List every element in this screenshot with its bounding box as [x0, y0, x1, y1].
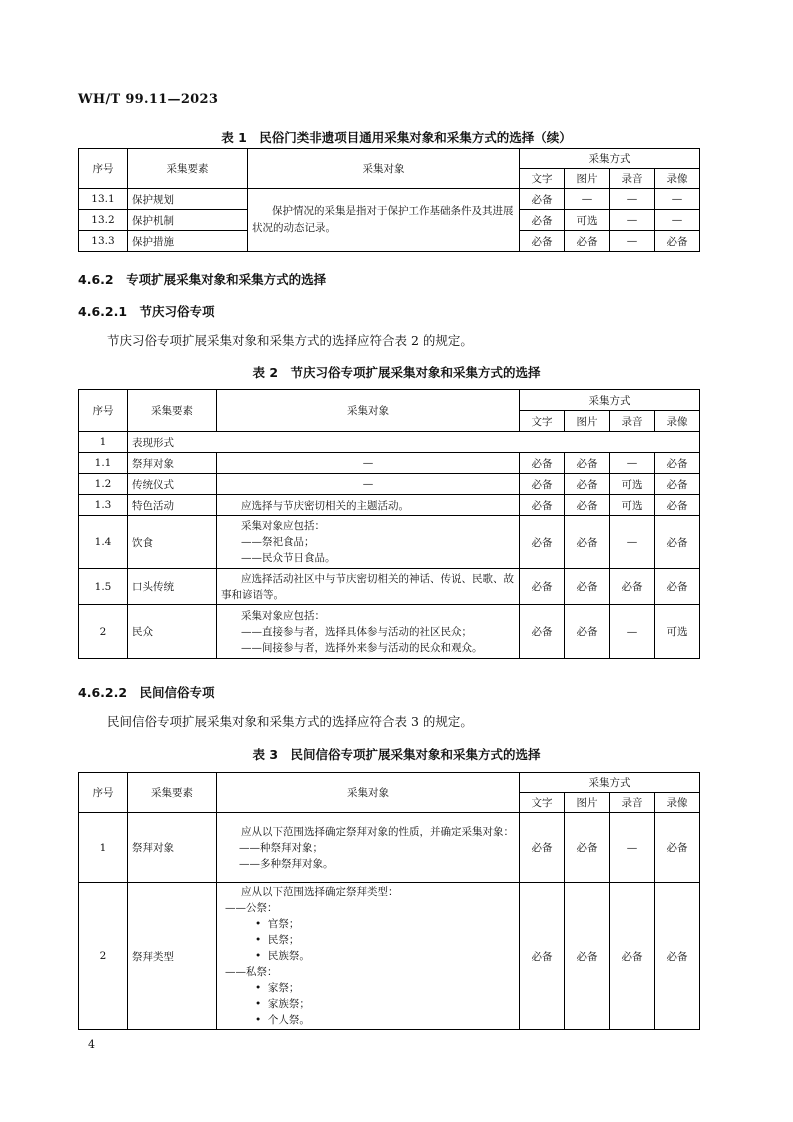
row-no: 1 — [79, 432, 128, 453]
object-intro: 应从以下范围选择确定祭拜对象的性质，并确定采集对象： — [241, 825, 514, 838]
row-element: 祭拜类型 — [128, 883, 217, 1030]
row-element: 传统仪式 — [128, 474, 217, 495]
col-head-text: 文字 — [520, 411, 565, 432]
bullet-icon: • — [255, 950, 268, 962]
cell-audio: 必备 — [610, 883, 655, 1030]
col-head-text: 文字 — [520, 793, 565, 813]
table-row — [79, 883, 700, 1030]
row-object: 应选择活动社区中与节庆密切相关的神话、传说、民歌、故事和谚语等。 — [217, 569, 520, 605]
cell-audio: — — [610, 231, 655, 252]
col-head-audio: 录音 — [610, 411, 655, 432]
table3-caption: 表 3 民间信俗专项扩展采集对象和采集方式的选择 — [252, 747, 541, 762]
cell-image: — — [565, 189, 610, 210]
table1 — [78, 148, 700, 252]
cell-text: 必备 — [520, 231, 565, 252]
cell-audio: — — [610, 605, 655, 659]
cell-audio: — — [610, 516, 655, 569]
row-no: 1.3 — [79, 495, 128, 516]
table-row — [79, 453, 700, 474]
paragraph-table2-ref: 节庆习俗专项扩展采集对象和采集方式的选择应符合表 2 的规定。 — [107, 333, 473, 348]
public-rite-label: ——公祭： — [225, 902, 278, 914]
list-item: • 民族祭。 — [255, 950, 310, 962]
cell-text: 必备 — [520, 453, 565, 474]
table-row — [79, 605, 700, 659]
row-no: 13.2 — [79, 210, 128, 231]
cell-video: 可选 — [655, 605, 700, 659]
cell-video: 必备 — [655, 883, 700, 1030]
cell-video: 必备 — [655, 813, 700, 883]
list-item: • 家族祭； — [255, 998, 310, 1010]
cell-video: — — [655, 189, 700, 210]
cell-image: 必备 — [565, 453, 610, 474]
col-head-video: 录像 — [655, 793, 700, 813]
col-head-video: 录像 — [655, 169, 700, 189]
col-head-method: 采集方式 — [520, 773, 700, 793]
cell-video: — — [655, 210, 700, 231]
col-head-video: 录像 — [655, 411, 700, 432]
col-head-element: 采集要素 — [128, 390, 217, 432]
col-head-no: 序号 — [79, 149, 128, 189]
table-row — [79, 516, 700, 569]
cell-audio: 必备 — [610, 569, 655, 605]
table-row — [79, 189, 700, 210]
cell-image: 必备 — [565, 605, 610, 659]
cell-text: 必备 — [520, 605, 565, 659]
table-row — [79, 495, 700, 516]
col-head-no: 序号 — [79, 390, 128, 432]
row-no: 13.1 — [79, 189, 128, 210]
cell-video: 必备 — [655, 453, 700, 474]
private-rite-label: ——私祭： — [225, 966, 278, 978]
cell-image: 可选 — [565, 210, 610, 231]
paragraph-table3-ref: 民间信俗专项扩展采集对象和采集方式的选择应符合表 3 的规定。 — [107, 714, 473, 729]
cell-video: 必备 — [655, 231, 700, 252]
row-object: 应选择与节庆密切相关的主题活动。 — [217, 495, 520, 516]
row-no: 1 — [79, 813, 128, 883]
table-row — [79, 569, 700, 605]
col-head-text: 文字 — [520, 169, 565, 189]
section-4-6-2-2-heading: 4.6.2.2 民间信俗专项 — [78, 685, 215, 700]
col-head-object: 采集对象 — [248, 149, 520, 189]
row-no: 2 — [79, 883, 128, 1030]
bullet-icon: • — [255, 934, 268, 946]
list-item: • 官祭； — [255, 918, 300, 930]
col-head-image: 图片 — [565, 793, 610, 813]
cell-audio: — — [610, 210, 655, 231]
table-row — [79, 813, 700, 883]
row-object: 采集对象应包括： ——祭祀食品； ——民众节日食品。 — [217, 516, 520, 569]
table-row — [79, 432, 700, 453]
col-head-audio: 录音 — [610, 793, 655, 813]
row-element: 饮食 — [128, 516, 217, 569]
col-head-method: 采集方式 — [520, 390, 700, 411]
col-head-no: 序号 — [79, 773, 128, 813]
cell-video: 必备 — [655, 516, 700, 569]
cell-audio: 可选 — [610, 495, 655, 516]
cell-image: 必备 — [565, 231, 610, 252]
cell-image: 必备 — [565, 474, 610, 495]
row-element: 保护机制 — [128, 210, 248, 231]
cell-audio: — — [610, 813, 655, 883]
cell-video: 必备 — [655, 495, 700, 516]
col-head-element: 采集要素 — [128, 773, 217, 813]
cell-image: 必备 — [565, 569, 610, 605]
object-item: ——多种祭拜对象。 — [239, 857, 334, 870]
bullet-icon: • — [255, 1014, 268, 1026]
cell-text: 必备 — [520, 516, 565, 569]
cell-video: 必备 — [655, 569, 700, 605]
row-element: 特色活动 — [128, 495, 217, 516]
table1-caption: 表 1 民俗门类非遗项目通用采集对象和采集方式的选择（续） — [221, 130, 572, 145]
cell-text: 必备 — [520, 189, 565, 210]
col-head-image: 图片 — [565, 169, 610, 189]
cell-text: 必备 — [520, 474, 565, 495]
cell-text: 必备 — [520, 210, 565, 231]
row-object: — — [217, 453, 520, 474]
row-no: 1.4 — [79, 516, 128, 569]
row-element: 祭拜对象 — [128, 813, 217, 883]
col-head-audio: 录音 — [610, 169, 655, 189]
cell-text: 必备 — [520, 813, 565, 883]
row-object: 保护情况的采集是指对于保护工作基础条件及其进展状况的动态记录。 — [248, 189, 520, 252]
list-item: • 个人祭。 — [255, 1014, 310, 1026]
col-head-image: 图片 — [565, 411, 610, 432]
cell-text: 必备 — [520, 883, 565, 1030]
bullet-icon: • — [255, 918, 268, 930]
cell-audio: — — [610, 189, 655, 210]
cell-image: 必备 — [565, 495, 610, 516]
cell-image: 必备 — [565, 813, 610, 883]
list-item: • 民祭； — [255, 934, 300, 946]
cell-audio: — — [610, 453, 655, 474]
bullet-icon: • — [255, 982, 268, 994]
row-object: — — [217, 474, 520, 495]
col-head-method: 采集方式 — [520, 149, 700, 169]
table2-caption: 表 2 节庆习俗专项扩展采集对象和采集方式的选择 — [252, 365, 541, 380]
table-row — [79, 474, 700, 495]
cell-text: 必备 — [520, 569, 565, 605]
page-number: 4 — [88, 1038, 95, 1051]
row-element: 保护规划 — [128, 189, 248, 210]
table3 — [78, 772, 700, 1030]
row-no: 1.5 — [79, 569, 128, 605]
row-no: 1.2 — [79, 474, 128, 495]
row-element: 保护措施 — [128, 231, 248, 252]
object-intro: 应从以下范围选择确定祭拜类型： — [241, 886, 399, 898]
object-item: ——种祭拜对象； — [239, 841, 323, 854]
cell-image: 必备 — [565, 516, 610, 569]
cell-audio: 可选 — [610, 474, 655, 495]
section-4-6-2-heading: 4.6.2 专项扩展采集对象和采集方式的选择 — [78, 272, 327, 287]
row-element: 民众 — [128, 605, 217, 659]
row-element: 口头传统 — [128, 569, 217, 605]
cell-image: 必备 — [565, 883, 610, 1030]
cell-text: 必备 — [520, 495, 565, 516]
row-element: 祭拜对象 — [128, 453, 217, 474]
col-head-element: 采集要素 — [128, 149, 248, 189]
row-element: 表现形式 — [128, 432, 700, 453]
section-4-6-2-1-heading: 4.6.2.1 节庆习俗专项 — [78, 304, 215, 319]
row-no: 1.1 — [79, 453, 128, 474]
row-no: 2 — [79, 605, 128, 659]
row-object — [217, 813, 520, 883]
col-head-object: 采集对象 — [217, 390, 520, 432]
row-object — [217, 883, 520, 1030]
table2 — [78, 389, 700, 659]
row-object: 采集对象应包括： ——直接参与者，选择具体参与活动的社区民众； ——间接参与者，选择外来参与活动的民众和观众。 — [217, 605, 520, 659]
cell-video: 必备 — [655, 474, 700, 495]
list-item: • 家祭； — [255, 982, 300, 994]
col-head-object: 采集对象 — [217, 773, 520, 813]
standard-code-header: WH/T 99.11—2023 — [78, 92, 219, 107]
row-no: 13.3 — [79, 231, 128, 252]
bullet-icon: • — [255, 998, 268, 1010]
